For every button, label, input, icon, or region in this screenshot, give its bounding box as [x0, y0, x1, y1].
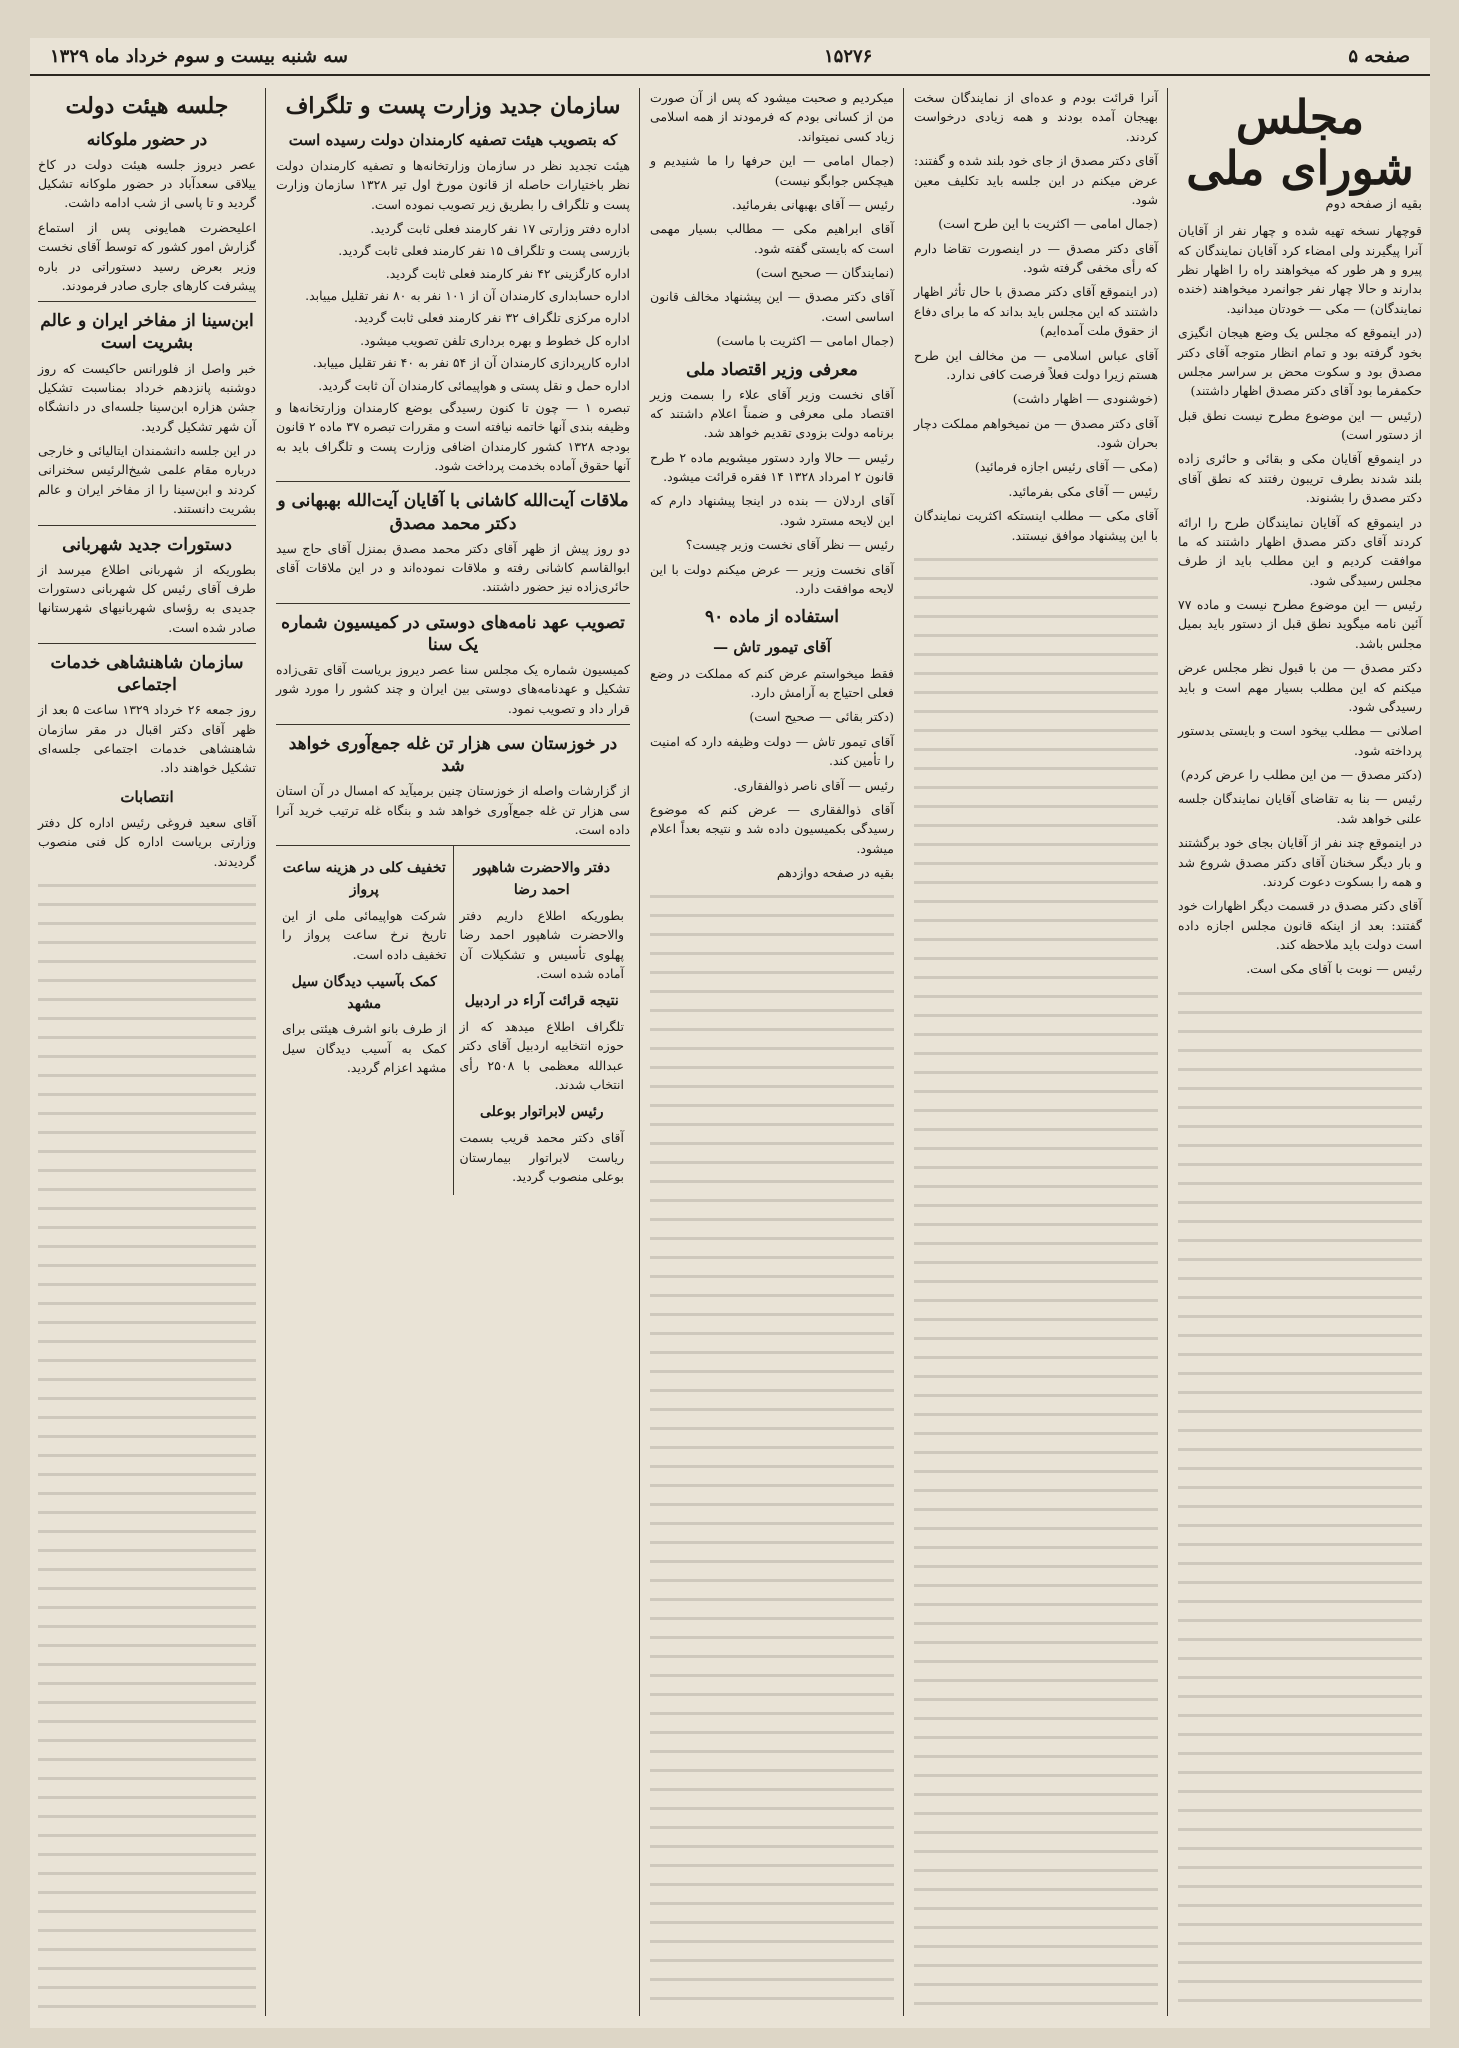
- paragraph: بقیه در صفحه دوازدهم: [776, 865, 894, 881]
- list-item: بازرسی پست و تلگراف ۱۵ نفر کارمند فعلی ثابت گردید.: [338, 243, 630, 259]
- paragraph: در اینموقع که آقایان نمایندگان طرح را ارائه کردند آقای دکتر مصدق اظهار داشتند که ما موافقت کردیم و این مطلب باید از طرف مجلس رسیدگی شود.: [1178, 514, 1422, 588]
- paragraph: آقای نخست وزیر آقای علاء را بسمت وزیر اقتصاد ملی معرفی و ضمناً اعلام داشتند که برنامه دولت بزودی تقدیم خواهد شد.: [650, 386, 894, 441]
- date-line: سه شنبه بیست و سوم خرداد ماه ۱۳۲۹: [50, 45, 348, 67]
- list-item: اداره مرکزی تلگراف ۳۲ نفر کارمند فعلی ثابت گردید.: [354, 310, 630, 326]
- paragraph: (در اینموقع که مجلس یک وضع هیجان انگیزی بخود گرفته بود و تمام انظار متوجه آقای دکتر مصدق بود و سکوت محض بر سراسر مجلس حکمفرما بود آقای دکتر مصدق اظهار داشتند): [1178, 325, 1422, 399]
- page-number: صفحه ۵: [1348, 45, 1410, 67]
- subheadline: آقای تیمور تاش —: [713, 638, 831, 657]
- paragraph: آقای ذوالفقاری — عرض کنم که موضوع رسیدگی بکمیسیون داده شد و نتیجه بعداً اعلام میشود.: [650, 801, 894, 856]
- paragraph: عصر دیروز جلسه هیئت دولت در کاخ ییلاقی سعدآباد در حضور ملوکانه تشکیل گردید و تا پاسی از شب ادامه داشت.: [38, 156, 256, 211]
- paragraph: آقای دکتر مصدق — من نمیخواهم مملکت دچار بحران شود.: [914, 415, 1158, 450]
- section-divider: [276, 481, 630, 482]
- paragraph: (رئیس — این موضوع مطرح نیست نطق قبل از دستور است): [1178, 407, 1422, 443]
- paragraph: آقای دکتر مصدق از جای خود بلند شده و گفتند: عرض میکنم در این جلسه باید تکلیف معین شود.: [914, 153, 1158, 207]
- section-divider: [276, 724, 630, 725]
- paragraph: رئیس — بنا به تقاضای آقایان نمایندگان جلسه علنی خواهد شد.: [1178, 791, 1422, 826]
- text-filler: [914, 550, 1158, 2016]
- newspaper-page: [30, 38, 1430, 2028]
- paragraph: (دکتر بقائی — صحیح است): [749, 709, 894, 725]
- headline-senate-treaty: تصویب عهد نامه‌های دوستی در کمیسیون شماره یک سنا: [281, 612, 625, 655]
- paragraph: (خوشنودی — اظهار داشت): [1012, 391, 1158, 407]
- paragraph: در اینموقع چند نفر از آقایان بجای خود برگشتند و بار دیگر سخنان آقای دکتر مصدق شروع شد و همه را بسکوت دعوت کردند.: [1178, 835, 1422, 889]
- paragraph: بطوریکه از شهربانی اطلاع میرسد از طرف آقای رئیس کل شهربانی دستورات جدیدی به رؤسای شهربانیهای شهرستانها صادر شده است.: [38, 561, 256, 635]
- paragraph: رئیس — نوبت با آقای مکی است.: [1246, 961, 1422, 977]
- headline-kashani-meeting: ملاقات آیت‌الله کاشانی با آقایان آیت‌الله بهبهانی و دکتر محمد مصدق: [277, 491, 629, 534]
- paragraph: آقای ابراهیم مکی — مطالب بسیار مهمی است که بایستی گفته شود.: [650, 221, 894, 256]
- paragraph: اعلیحضرت همایونی پس از استماع گزارش امور کشور که توسط آقای نخست وزیر بعرض رسید دستوراتی در باره پیشرفت کارهای جاری صادر فرمودند.: [38, 219, 256, 293]
- headline-laboratory: رئیس لابراتوار بوعلی: [479, 1104, 604, 1121]
- paragraph: آقای عباس اسلامی — من مخالف این طرح هستم زیرا دولت فعلاً فرصت کافی ندارد.: [914, 347, 1158, 382]
- paragraph: در این جلسه دانشمندان ایتالیائی و خارجی درباره مقام علمی شیخ‌الرئیس سخنرانی کردند و ابن‌سینا را از مفاخر ایران و عالم بشریت دانستند.: [38, 443, 256, 517]
- text-filler: [38, 876, 256, 2016]
- paragraph: تلگراف اطلاع میدهد که از حوزه انتخابیه اردبیل آقای دکتر عبدالله معظمی با ۲۵۰۸ رأی انتخاب شدند.: [459, 1018, 624, 1093]
- headline-khuzestan: در خوزستان سی هزار تن غله جمع‌آوری خواهد شد: [288, 734, 618, 777]
- paragraph: آقای دکتر مصدق در قسمت دیگر اظهارات خود گفتند: بعد از اینکه قانون مجلس اجازه داده است دولت باید ملاحظه کند.: [1178, 898, 1422, 953]
- list-item: اداره حسابداری کارمندان آن از ۱۰۱ نفر به ۸۰ نفر تقلیل مییابد.: [305, 288, 630, 304]
- section-divider: [38, 301, 256, 302]
- list-item: اداره کل خطوط و بهره برداری تلفن تصویب میشود.: [360, 332, 630, 348]
- headline-post-telegraph: سازمان جدید وزارت پست و تلگراف: [285, 93, 621, 119]
- section-divider: [276, 603, 630, 604]
- headline-police-orders: دستورات جدید شهربانی: [62, 534, 232, 555]
- paragraph: روز جمعه ۲۶ خرداد ۱۳۲۹ ساعت ۵ بعد از ظهر آقای دکتر اقبال در مقر سازمان شاهنشاهی خدمات اجتماعی جلسه‌ای تشکیل خواهند داد.: [38, 702, 257, 776]
- paragraph: دکتر مصدق — من با قبول نظر مجلس عرض میکنم که این مطلب بسیار مهم است و باید رسیدگی شود.: [1178, 660, 1422, 714]
- list-item: اداره حمل و نقل پستی و هواپیمائی کارمندان آن ثابت گردید.: [318, 377, 630, 393]
- majlis-title: مجلس شورای ملی: [1186, 90, 1414, 195]
- paragraph: آقای سعید فروغی رئیس اداره کل دفتر وزارتی بریاست اداره کل فنی منصوب گردیدند.: [38, 815, 256, 869]
- subheadline-cabinet: در حضور ملوکانه: [86, 129, 208, 150]
- paragraph: (دکتر مصدق — من این مطلب را عرض کردم): [1180, 767, 1422, 783]
- headline-shahpur-office: دفتر والاحضرت شاهپور احمد رضا: [473, 860, 611, 899]
- column-cabinet: [30, 88, 264, 2016]
- column-divider: [639, 88, 640, 2016]
- paragraph: رئیس — آقای ناصر ذوالفقاری.: [733, 777, 894, 793]
- column-majlis-continued: [906, 88, 1166, 2016]
- subheadline-post-telegraph: که بتصویب هیئت تصفیه کارمندان دولت رسیده است: [288, 130, 618, 149]
- paragraph: آقای دکتر مصدق — این پیشنهاد مخالف قانون اساسی است.: [650, 289, 894, 324]
- paragraph: آقای مکی — مطلب اینستکه اکثریت نمایندگان با این پیشنهاد موافق نیستند.: [914, 508, 1158, 543]
- paragraph: قوچهار نسخه تهیه شده و چهار نفر از آقایان آنرا پیگیرند ولی امضاء کرد آقایان نمایندگان که پیرو و هر طور که میخواهند راه را اظهار نظر بدارند و حالا چهار نفر جوانمرد میخواهند (خنده نمایندگان) — مکی — خودتان میدانید.: [1178, 223, 1422, 316]
- paragraph: در اینموقع آقایان مکی و بقائی و حائری زاده بلند شدند بطرف تریبون رفتند که نطق آقای دکتر مصدق را بشنوند.: [1178, 451, 1422, 506]
- paragraph: از گزارشات واصله از خوزستان چنین برمیآید که امسال در آن استان سی هزار تن غله جمع‌آوری خواهد شد و بنگاه غله ترتیب خرید آنرا داده است.: [276, 783, 630, 838]
- column-proceedings: [642, 88, 902, 2016]
- paragraph: خبر واصل از فلورانس حاکیست که روز دوشنبه پانزدهم خرداد بمناسبت تشکیل جشن هزاره ابن‌سینا جلسه‌ای در دانشگاه آن شهر تشکیل گردید.: [38, 360, 256, 434]
- paragraph: (نمایندگان — صحیح است): [755, 265, 894, 280]
- paragraph: کمیسیون شماره یک مجلس سنا عصر دیروز بریاست آقای تقی‌زاده تشکیل و عهدنامه‌های دوستی بین ایران و چند کشور را مورد شور قرار داد و تصویب نمود.: [276, 661, 630, 716]
- continuation-note: بقیه از صفحه دوم: [1325, 197, 1422, 213]
- paragraph: میکردیم و صحبت میشود که پس از آن صورت من از کسانی بودم که فرمودند از همه اسلامی زیاد کسی نمیتواند.: [650, 90, 894, 144]
- paragraph: اصلانی — مطلب بیخود است و بایستی بدستور پرداخته شود.: [1178, 723, 1422, 758]
- paragraph: رئیس — آقای بهبهانی بفرمائید.: [731, 196, 894, 212]
- paragraph: از طرف بانو اشرف هیئتی برای کمک به آسیب دیدگان سیل مشهد اعزام گردید.: [282, 1021, 447, 1076]
- paragraph: (جمال امامی — این حرفها را ما شنیدیم و هیچکس جوابگو نیست): [650, 153, 894, 188]
- paragraph: (جمال امامی — اکثریت با این طرح است): [938, 216, 1158, 232]
- headline-appointments: انتصابات: [120, 787, 174, 806]
- paragraph: رئیس — این موضوع مطرح نیست و ماده ۷۷ آئین نامه میگوید نطق قبل از دستور باید بمیل مجلس باشد.: [1178, 597, 1422, 651]
- news-flight-discount: [276, 846, 453, 1195]
- paragraph: (در اینموقع آقای دکتر مصدق با حال تأثر اظهار داشتند که این مجلس باید بداند که ما برای دفاع از حقوق ملت آمده‌ایم): [914, 284, 1158, 339]
- headline-flood-aid: کمک بآسیب دیدگان سیل مشهد: [291, 973, 437, 1012]
- column-divider: [1167, 88, 1168, 2016]
- paragraph: آقای اردلان — بنده در اینجا پیشنهاد دارم که این لایحه مسترد شود.: [650, 493, 894, 528]
- headline-article-90: استفاده از ماده ۹۰: [704, 607, 840, 628]
- section-divider: [38, 643, 256, 644]
- paragraph: شرکت هواپیمائی ملی از این تاریخ نرخ ساعت پرواز را تخفیف داده است.: [282, 907, 447, 962]
- column-post-telegraph: [268, 88, 638, 2016]
- paragraph: آنرا قرائت بودم و عده‌ای از نمایندگان سخت بهیجان آمده بودند و همه زیادی درخواست کردند.: [914, 90, 1158, 144]
- paragraph: هیئت تجدید نظر در سازمان وزارتخانه‌ها و تصفیه کارمندان دولت نظر باختیارات حاصله از قانون مورخ اول تیر ۱۳۲۸ سازمان وزارت پست و تلگراف را بطریق زیر تصویب نموده است.: [276, 157, 630, 212]
- headline-ardabil-results: نتیجه قرائت آراء در اردبیل: [464, 993, 619, 1010]
- news-shahpur-office: [453, 846, 631, 1195]
- paragraph: آقای نخست وزیر — عرض میکنم دولت با این لایحه موافقت دارد.: [650, 561, 894, 596]
- column-divider: [265, 88, 266, 2016]
- headline-flight-discount: تخفیف کلی در هزینه ساعت پرواز: [282, 860, 446, 899]
- headline-cabinet-meeting: جلسه هیئت دولت: [65, 93, 229, 119]
- paragraph: (مکی — آقای رئیس اجازه فرمائید): [974, 459, 1158, 475]
- list-item: اداره کارپردازی کارمندان آن از ۵۴ نفر به ۴۰ نفر تقلیل مییابد.: [312, 355, 630, 371]
- column-divider: [903, 88, 904, 2016]
- headline-economy-minister: معرفی وزیر اقتصاد ملی: [686, 359, 858, 380]
- issue-number: ۱۵۲۷۶: [823, 45, 873, 67]
- text-filler: [1178, 984, 1422, 2016]
- paragraph: رئیس — نظر آقای نخست وزیر چیست؟: [685, 537, 894, 553]
- paragraph: دو روز پیش از ظهر آقای دکتر محمد مصدق بمنزل آقای حاج سید ابوالقاسم کاشانی رفته و ملاقات نموده‌اند و در این ملاقات آقای حائری‌زاده نیز حضور داشتند.: [276, 540, 630, 595]
- paragraph: آقای تیمور تاش — دولت وظیفه دارد که امنیت را تأمین کند.: [650, 733, 894, 769]
- column-majlis: [1170, 88, 1430, 2016]
- paragraph: آقای دکتر مصدق — در اینصورت تقاضا دارم که رأی مخفی گرفته شود.: [914, 240, 1158, 275]
- paragraph: رئیس — آقای مکی بفرمائید.: [1008, 483, 1158, 499]
- short-news-row: [276, 845, 630, 1195]
- list-item: اداره کارگزینی ۴۲ نفر کارمند فعلی ثابت گردید.: [385, 265, 630, 281]
- paragraph: آقای دکتر محمد قریب بسمت ریاست لابراتوار بیمارستان بوعلی منصوب گردید.: [459, 1130, 624, 1184]
- section-divider: [38, 525, 256, 526]
- paragraph: رئیس — حالا وارد دستور میشویم ماده ۲ طرح قانون ۲ امرداد ۱۳۲۸ ۱۴ فقره قرائت میشود.: [650, 449, 894, 485]
- paragraph: فقط میخواستم عرض کنم که مملکت در وضع فعلی احتیاج به آرامش دارد.: [650, 665, 894, 701]
- paragraph: بطوریکه اطلاع داریم دفتر والاحضرت شاهپور احمد رضا پهلوی تأسیس و تشکیلات آن آماده شده است.: [459, 907, 624, 981]
- page-header: [30, 38, 1430, 76]
- text-filler: [650, 887, 894, 2016]
- headline-avicenna: ابن‌سینا از مفاخر ایران و عالم بشریت است: [40, 311, 254, 354]
- paragraph: (جمال امامی — اکثریت با ماست): [716, 333, 894, 349]
- headline-social-services: سازمان شاهنشاهی خدمات اجتماعی: [50, 653, 244, 696]
- list-item: اداره دفتر وزارتی ۱۷ نفر کارمند فعلی ثابت گردید.: [370, 220, 630, 236]
- note-paragraph: تبصره ۱ — چون تا کنون رسیدگی بوضع کارمندان وزارتخانه‌ها و وظیفه بندی آنها خاتمه نیافته است و مقررات تبصره ۳۷ ماده ۲ قانون بودجه ۱۳۲۸ کشور کارمندان اضافی وزارت پست و تلگراف باید به آنها حقوق آماده بخدمت پرداخت شود.: [276, 399, 630, 474]
